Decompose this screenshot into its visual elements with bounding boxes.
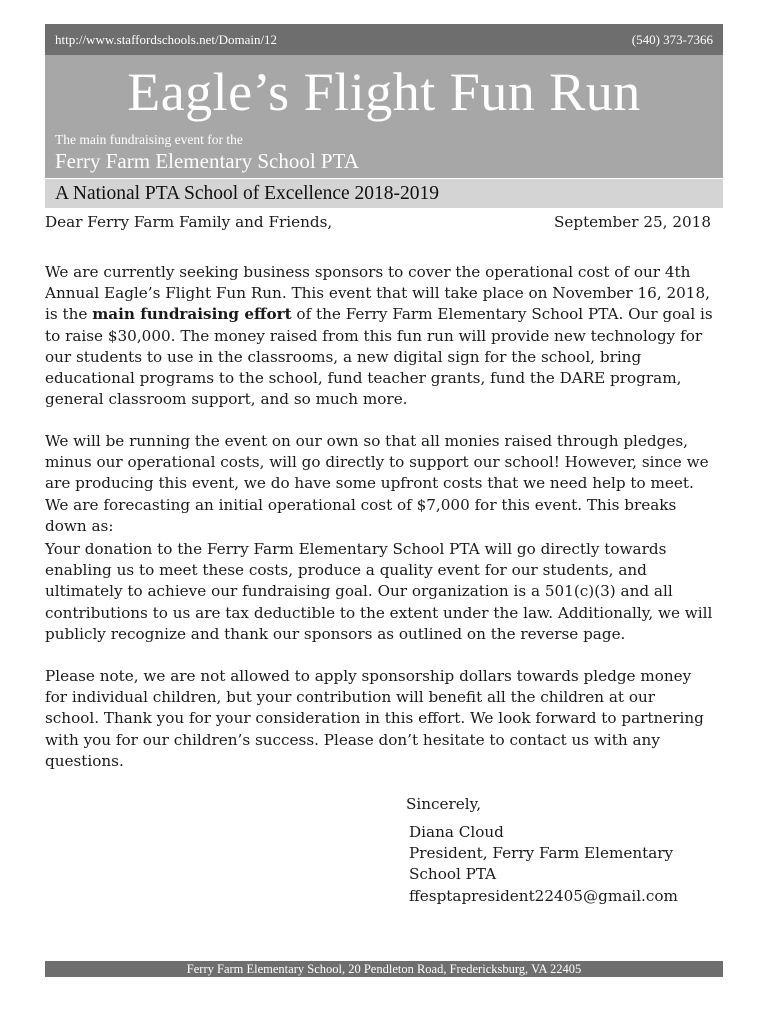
signer-name: Diana Cloud	[409, 823, 504, 841]
title-banner	[45, 55, 723, 178]
banner-subtitle: The main fundraising event for the	[55, 132, 243, 147]
paragraph-4: Please note, we are not allowed to apply sponsorship dollars towards pledge money for individual children, but your contribution will benefit all the children at our school. Thank you for your consideration in this effort. We look forward to partnering with you for our children’s success. Please don’t hesitate to contact us with any questions.	[45, 667, 704, 770]
organization-name: Ferry Farm Elementary School PTA	[55, 149, 359, 173]
header-bar	[45, 24, 723, 55]
paragraph-1	[45, 262, 713, 410]
paragraph-2: We will be running the event on our own so that all monies raised through pledges, minus our operational costs, will go directly to support our school! However, since we are producing this event, we do have some upfront costs that we need help to meet. We are forecasting an initial operational cost of $7,000 for this event. This breaks down as:	[45, 432, 709, 535]
letter-date: September 25, 2018	[553, 213, 711, 231]
paragraph-1-end: of the Ferry Farm Elementary School PTA. Our goal is to raise $30,000. The money raised from this fun run will provide new technology for our students to use in the classrooms, a new digital sign for the school, bring educational programs to the school, fund teacher grants, fund the DARE program, general classroom support, and so much more.	[45, 305, 713, 409]
page-title: Eagle’s Flight Fun Run	[127, 62, 641, 122]
signer-title: President, Ferry Farm Elementary School PTA	[409, 844, 674, 884]
salutation-row	[45, 212, 713, 233]
salutation: Dear Ferry Farm Family and Friends,	[45, 213, 333, 231]
school-url: http://www.staffordschools.net/Domain/12	[55, 31, 278, 47]
excellence-banner: A National PTA School of Excellence 2018-2019	[45, 179, 723, 208]
footer-address: Ferry Farm Elementary School, 20 Pendleton Road, Fredericksburg, VA 22405	[45, 961, 723, 977]
paragraph-1-start: We are currently seeking business sponsors to cover the operational cost of our 4th Annual Eagle’s Flight Fun Run. This event that will take place on November 16, 2018, is the	[45, 263, 710, 324]
phone-number: (540) 373-7366	[631, 31, 713, 47]
emphasis-text: main fundraising effort	[92, 305, 292, 324]
signer-email: ffesptapresident22405@gmail.com	[409, 886, 678, 905]
closing: Sincerely,	[406, 795, 482, 813]
paragraph-3: Your donation to the Ferry Farm Elementary School PTA will go directly towards enabling us to meet these costs, produce a quality event for our students, and ultimately to achieve our fundraising goal. Our organization is a 501(c)(3) and all contributions to us are tax deductible to the extent under the law. Additionally, we will publicly recognize and thank our sponsors as outlined on the reverse page.	[45, 540, 713, 643]
signature-block	[409, 822, 709, 907]
